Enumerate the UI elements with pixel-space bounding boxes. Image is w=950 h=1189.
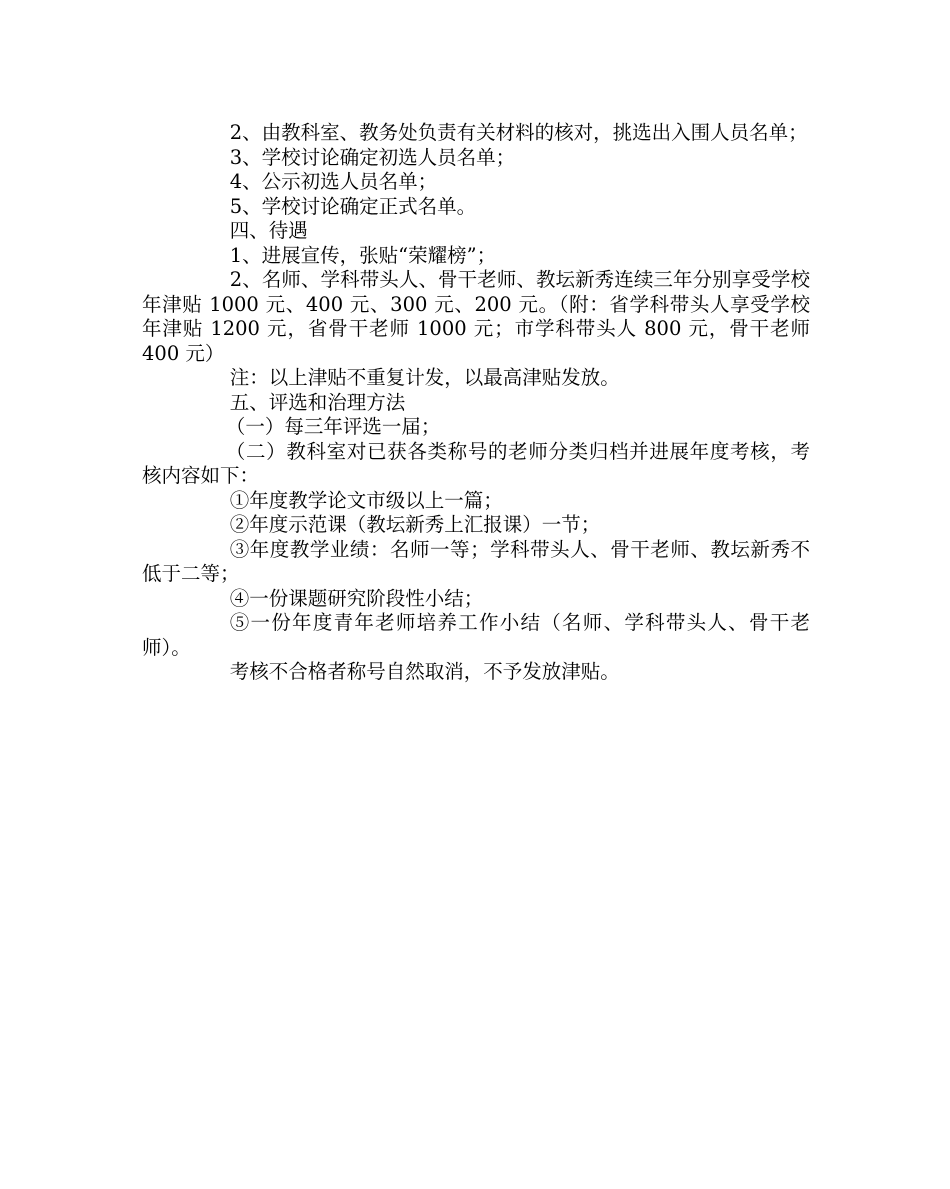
document-body (142, 121, 810, 685)
paragraph-assessment-conclusion: 考核不合格者称号自然取消，不予发放津贴。 (229, 660, 620, 683)
paragraph-treatment-1: 1、进展宣传，张贴“荣耀榜”； (229, 243, 497, 267)
paragraph-selection-step-5: 5、学校讨论确定正式名单。 (229, 194, 477, 218)
section-heading-selection-management: 五、评选和治理方法 (229, 390, 406, 414)
paragraph-management-2: （二）教科室对已获各类称号的老师分类归档并进展年度考核，考核内容如下： (142, 439, 810, 487)
paragraph-selection-step-3: 3、学校讨论确定初选人员名单； (229, 145, 516, 169)
paragraph-management-1: （一）每三年评选一届； (225, 415, 441, 438)
list-item-assessment-5: ⑤一份年度青年老师培养工作小结（名师、学科带头人、骨干老师）。 (142, 611, 810, 659)
list-item-assessment-4: ④一份课题研究阶段性小结； (229, 586, 484, 610)
list-item-assessment-3: ③年度教学业绩：名师一等；学科带头人、骨干老师、教坛新秀不低于二等； (142, 537, 810, 585)
paragraph-treatment-2: 2、名师、学科带头人、骨干老师、教坛新秀连续三年分别享受学校年津贴 1000 元、400 元、300 元、200 元。（附：省学科带头人享受学校年津贴 1200 元，省骨干老师 1000 元；市学科带头人 800 元，骨干老师 400 元） (142, 268, 810, 365)
paragraph-selection-step-4: 4、公示初选人员名单； (229, 170, 438, 193)
paragraph-note: 注：以上津贴不重复计发，以最高津贴发放。 (229, 366, 620, 389)
list-item-assessment-1: ①年度教学论文市级以上一篇； (229, 488, 503, 512)
paragraph-selection-step-2: 2、由教科室、教务处负责有关材料的核对，挑选出入围人员名单； (229, 121, 808, 144)
list-item-assessment-2: ②年度示范课（教坛新秀上汇报课）一节； (229, 513, 601, 536)
section-heading-treatment: 四、待遇 (229, 219, 308, 242)
